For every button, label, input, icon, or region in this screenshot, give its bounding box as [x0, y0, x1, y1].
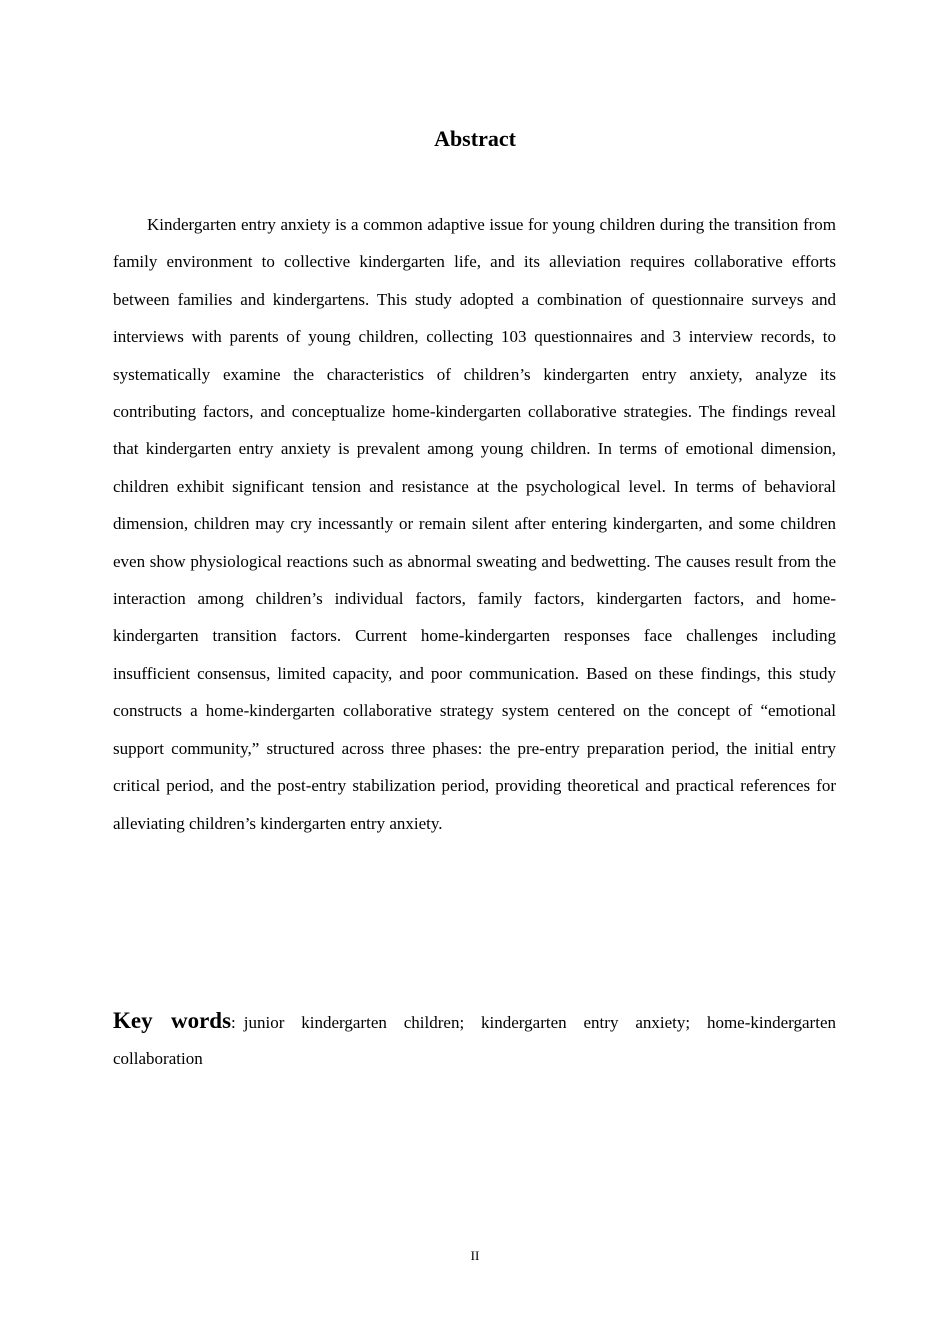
page-number: II: [470, 1248, 480, 1263]
keywords-text: junior kindergarten children; kindergarten entry anxiety; home-kindergarten collaboration: [113, 1013, 836, 1068]
keywords-section: [113, 1003, 836, 1077]
abstract-body: Kindergarten entry anxiety is a common adaptive issue for young children during the transition from family environment to collective kindergarten life, and its alleviation requires collaborative efforts between families and kindergartens. This study adopted a combination of questionnaire surveys and interviews with parents of young children, collecting 103 questionnaires and 3 interview records, to systematically examine the characteristics of children’s kindergarten entry anxiety, analyze its contributing factors, and conceptualize home-kindergarten collaborative strategies. The findings reveal that kindergarten entry anxiety is prevalent among young children. In terms of emotional dimension, children exhibit significant tension and resistance at the psychological level. In terms of behavioral dimension, children may cry incessantly or remain silent after entering kindergarten, and some children even show physiological reactions such as abnormal sweating and bedwetting. The causes result from the interaction among children’s individual factors, family factors, kindergarten factors, and home-kindergarten transition factors. Current home-kindergarten responses face challenges including insufficient consensus, limited capacity, and poor communication. Based on these findings, this study constructs a home-kindergarten collaborative strategy system centered on the concept of “emotional support community,” structured across three phases: the pre-entry preparation period, the initial entry critical period, and the post-entry stabilization period, providing theoretical and practical references for alleviating children’s kindergarten entry anxiety.: [113, 215, 836, 833]
keywords-label: Key words: [113, 1008, 232, 1033]
keywords-colon: :: [231, 1013, 236, 1032]
abstract-title: Abstract: [434, 126, 516, 151]
